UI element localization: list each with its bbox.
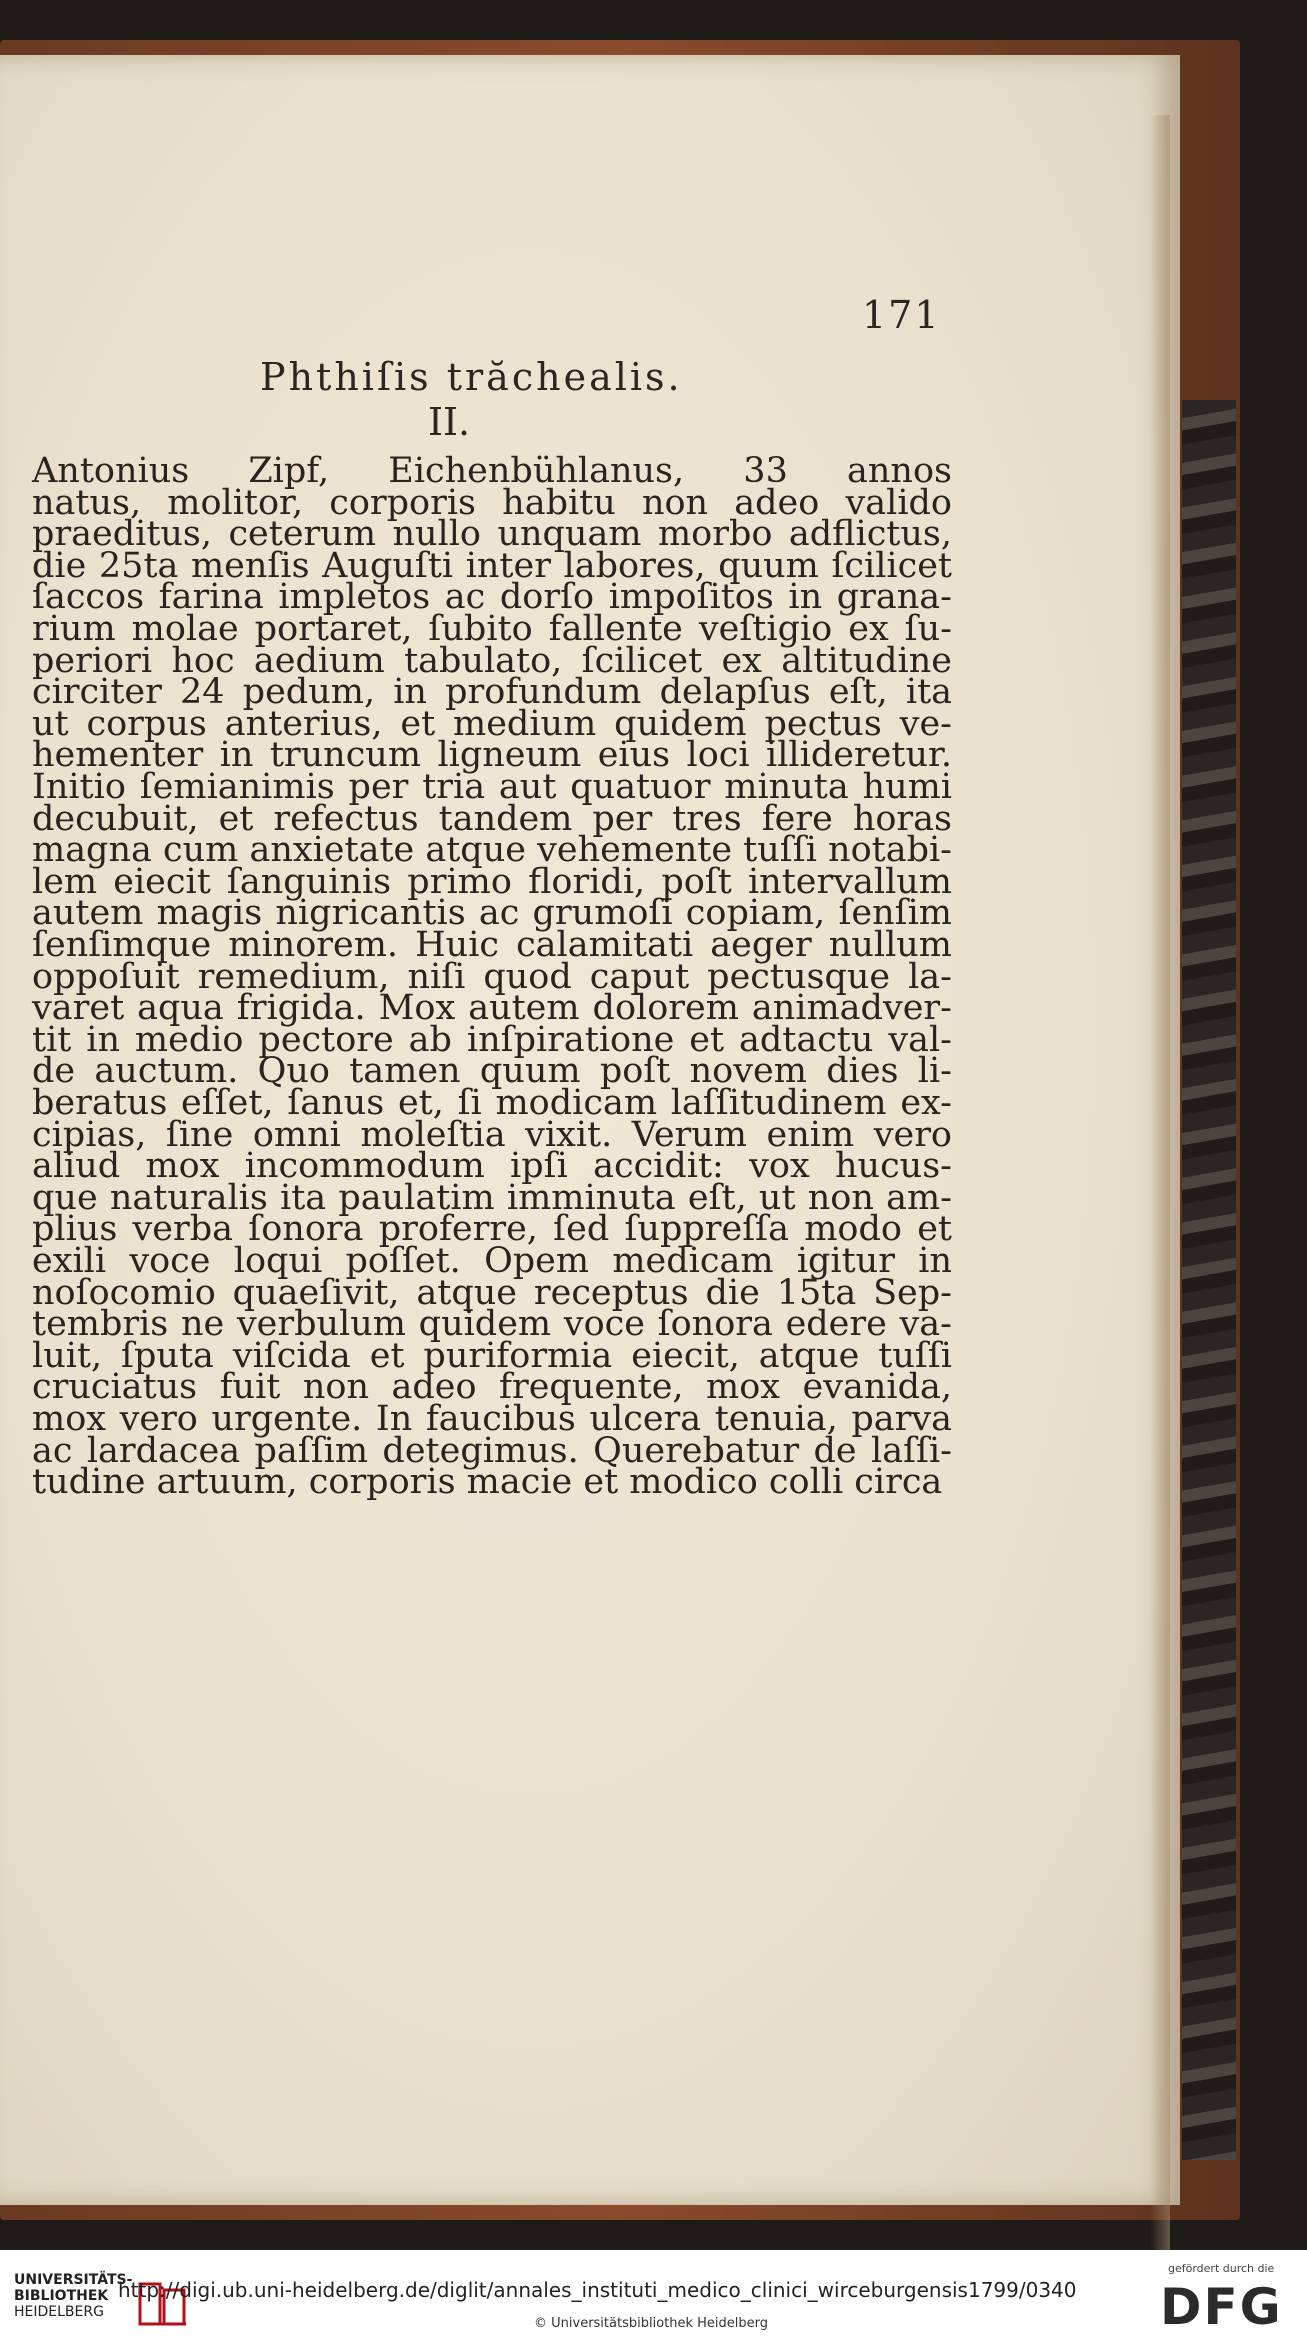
text-line: beratus eſſet, ſanus et, ſi modicam laſſitudinem ex-: [32, 1083, 952, 1123]
book-page: [0, 55, 1180, 2205]
text-line: lem eiecit ſanguinis primo floridi, poſt intervallum: [32, 861, 952, 902]
text-line: ut corpus anterius, et medium quidem pectus ve-: [32, 703, 952, 744]
text-line: aliud mox incommodum ipſi accidit: vox hucus-: [32, 1146, 952, 1187]
text-line: de auctum. Quo tamen quum poſt novem dies li-: [32, 1051, 952, 1092]
library-name-line1: UNIVERSITÄTS-: [14, 2272, 133, 2288]
footer-bar: [0, 2250, 1307, 2344]
text-line: mox vero urgente. In faucibus ulcera tenuia, parva: [32, 1399, 952, 1439]
text-line: luit, ſputa viſcida et puriformia eiecit, atque tuſſi: [32, 1335, 952, 1376]
chapter-title: Phthiſis trăchealis.: [260, 355, 683, 399]
permalink-url[interactable]: http://digi.ub.uni-heidelberg.de/diglit/annales_instituti_medico_clinici_wirceburgensis1799/0340: [118, 2278, 1077, 2302]
funding-label: gefördert durch die: [1168, 2262, 1275, 2275]
text-line: tit in medio pectore ab inſpiratione et adtactu val-: [32, 1019, 952, 1060]
text-line: circiter 24 pedum, in profundum delapſus eſt, ita: [32, 672, 952, 713]
text-line: Initio ſemianimis per tria aut quatuor minuta humi: [32, 767, 952, 807]
page-gutter-shadow: [1150, 115, 1170, 2255]
text-line: rium molae portaret, ſubito fallente veſtigio ex ſu-: [32, 609, 952, 649]
text-line: cipias, ſine omni moleſtia vixit. Verum enim vero: [32, 1114, 952, 1155]
text-line: Antonius Zipf, Eichenbühlanus, 33 annos: [32, 451, 952, 491]
text-line: autem magis nigricantis ac grumoſi copiam, ſenſim: [32, 893, 952, 934]
text-line: ſaccos farina impletos ac dorſo impoſitos in grana-: [32, 577, 952, 618]
text-line: tudine artuum, corporis macie et modico colli circa: [32, 1462, 943, 1503]
text-line: ſenſimque minorem. Huic calamitati aeger nullum: [32, 925, 952, 965]
text-line: cruciatus fuit non adeo frequente, mox evanida,: [32, 1367, 952, 1408]
dfg-logo[interactable]: DFG: [1160, 2278, 1283, 2336]
text-line: hementer in truncum ligneum eius loci illideretur.: [32, 735, 952, 776]
library-name-line3: HEIDELBERG: [14, 2304, 104, 2320]
text-line: natus, molitor, corporis habitu non adeo valido: [32, 482, 952, 523]
text-line: exili voce loqui poſſet. Opem medicam igitur in: [32, 1241, 952, 1281]
text-line: praeditus, ceterum nullo unquam morbo adflictus,: [32, 514, 952, 555]
copyright-notice: © Universitätsbibliothek Heidelberg: [534, 2316, 769, 2331]
page-number: 171: [862, 293, 941, 337]
text-line: periori hoc aedium tabulato, ſcilicet ex altitudine: [32, 640, 952, 681]
text-line: decubuit, et refectus tandem per tres fere horas: [32, 798, 952, 839]
text-line: tembris ne verbulum quidem voce ſonora edere va-: [32, 1304, 952, 1345]
section-number: II.: [428, 400, 471, 444]
text-line: que naturalis ita paulatim imminuta eſt, ut non am-: [32, 1177, 952, 1218]
text-line: magna cum anxietate atque vehemente tuſſi notabi-: [32, 830, 952, 871]
library-name-line2: BIBLIOTHEK: [14, 2288, 109, 2304]
marbled-edge: [1182, 400, 1236, 2160]
text-line: plius verba ſonora proferre, ſed ſuppreſſa modo et: [32, 1209, 952, 1250]
text-line: varet aqua frigida. Mox autem dolorem animadver-: [32, 988, 952, 1029]
text-line: die 25ta menſis Auguſti inter labores, quum ſcilicet: [32, 545, 952, 586]
text-line: oppoſuit remedium, niſi quod caput pectusque la-: [32, 956, 952, 997]
text-line: ac lardacea paſſim detegimus. Querebatur de laſſi-: [32, 1430, 952, 1471]
text-line: noſocomio quaeſivit, atque receptus die 15ta Sep-: [32, 1272, 952, 1313]
